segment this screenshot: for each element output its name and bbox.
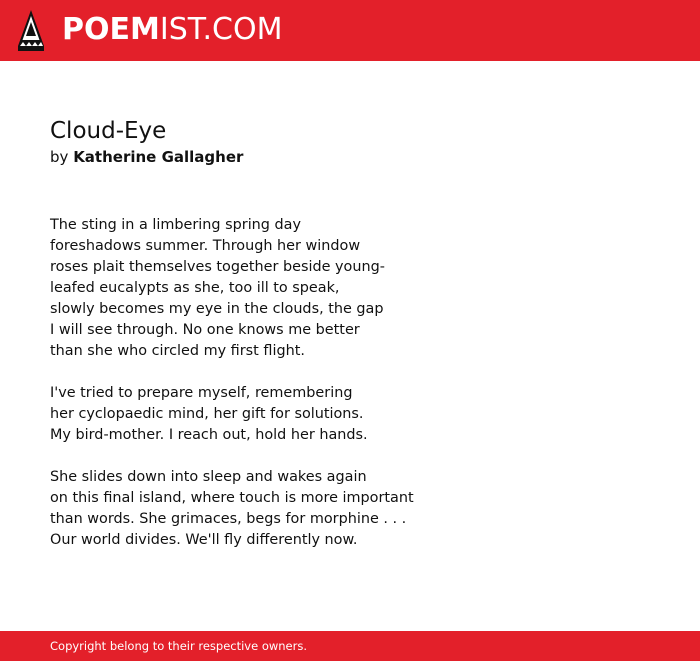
poem-byline	[50, 146, 650, 168]
poem-line: her cyclopaedic mind, her gift for solutions.	[50, 406, 364, 422]
poem-line: I will see through. No one knows me better	[50, 322, 360, 338]
poem-line: slowly becomes my eye in the clouds, the gap	[50, 301, 384, 317]
poem-body	[50, 215, 650, 551]
pencil-logo-icon[interactable]	[17, 10, 45, 52]
logo-bold-text: POEM	[62, 12, 160, 47]
poem-line: roses plait themselves together beside young-	[50, 259, 385, 275]
poem-line: Our world divides. We'll fly differently now.	[50, 532, 358, 548]
copyright-text: Copyright belong to their respective owners.	[50, 639, 308, 653]
site-logo[interactable]	[62, 10, 282, 50]
poem-line: than words. She grimaces, begs for morphine . . .	[50, 511, 407, 527]
poem-line: She slides down into sleep and wakes again	[50, 469, 367, 485]
poem-title: Cloud-Eye	[50, 118, 167, 144]
poem-line: The sting in a limbering spring day	[50, 217, 301, 233]
poem-stanza	[50, 467, 650, 551]
by-label: by	[50, 148, 69, 166]
poem-line: My bird-mother. I reach out, hold her hands.	[50, 427, 368, 443]
poem-line: I've tried to prepare myself, remembering	[50, 385, 353, 401]
poem-content	[50, 116, 650, 572]
poem-stanza	[50, 215, 650, 362]
site-footer	[0, 631, 700, 661]
poem-line: on this final island, where touch is more important	[50, 490, 414, 506]
logo-light-text: IST.COM	[159, 12, 283, 47]
site-header	[0, 0, 700, 61]
poem-line: than she who circled my first flight.	[50, 343, 305, 359]
poem-line: foreshadows summer. Through her window	[50, 238, 361, 254]
poem-author: Katherine Gallagher	[73, 148, 244, 166]
poem-stanza	[50, 383, 650, 446]
poem-line: leafed eucalypts as she, too ill to speak,	[50, 280, 340, 296]
